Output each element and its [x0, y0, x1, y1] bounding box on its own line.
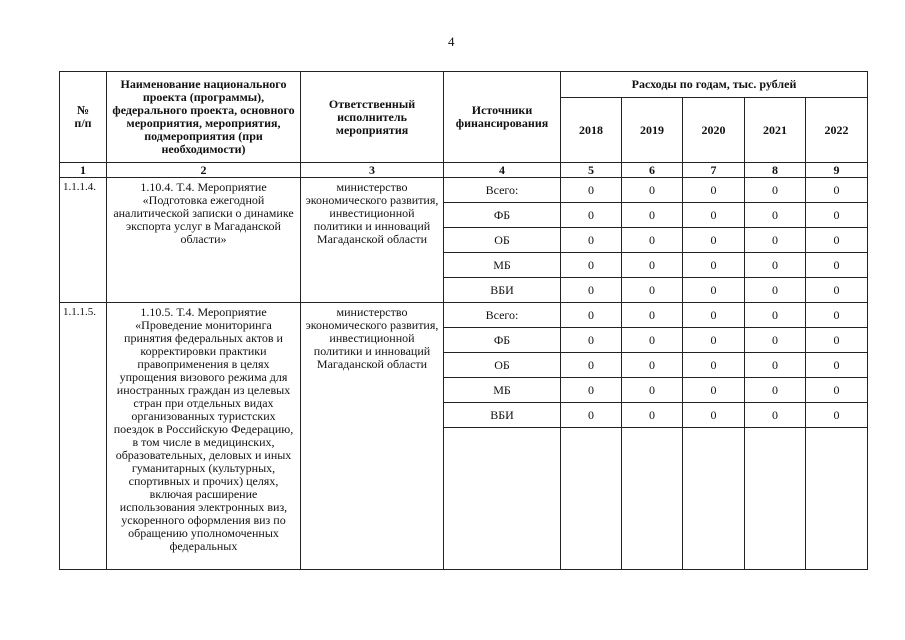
- header-executor: Ответственный исполнитель мероприятия: [301, 72, 444, 163]
- value-cell: 0: [806, 253, 868, 278]
- index-cell: 1: [60, 163, 107, 178]
- value-cell: 0: [745, 203, 806, 228]
- value-cell: 0: [561, 353, 622, 378]
- value-cell: 0: [622, 403, 683, 428]
- value-cell: 0: [622, 203, 683, 228]
- value-cell: 0: [806, 328, 868, 353]
- table-row: [60, 303, 868, 328]
- empty-cell: [683, 428, 745, 570]
- row-executor: министерство экономического развития, инвестиционной политики и инноваций Магаданской области: [301, 303, 444, 570]
- value-cell: 0: [806, 303, 868, 328]
- value-cell: 0: [622, 278, 683, 303]
- row-name: 1.10.5. Т.4. Мероприятие «Проведение мониторинга принятия федеральных актов и корректировки практики правоприменения в целях упрощения визового режима для иностранных граждан из целевых стран при отдельных видах организованных туристских поездок в Российскую Федерацию, в том числе в медицинских, образовательных, деловых и иных гуманитарных (культурных, спортивных и прочих) целях, включая расширение использования электронных виз, ускоренного оформления виз по обращению уполномоченных федеральных: [107, 303, 301, 570]
- header-year-2022: 2022: [806, 98, 868, 163]
- header-expenses: Расходы по годам, тыс. рублей: [561, 72, 868, 98]
- value-cell: 0: [561, 203, 622, 228]
- value-cell: 0: [745, 228, 806, 253]
- column-index-row: [60, 163, 868, 178]
- empty-cell: [622, 428, 683, 570]
- source-cell: Всего:: [444, 178, 561, 203]
- header-year-2021: 2021: [745, 98, 806, 163]
- source-cell: ВБИ: [444, 403, 561, 428]
- source-cell: ФБ: [444, 328, 561, 353]
- expenses-table: [59, 71, 868, 570]
- value-cell: 0: [561, 178, 622, 203]
- value-cell: 0: [561, 403, 622, 428]
- row-code: 1.1.1.5.: [60, 303, 107, 570]
- value-cell: 0: [622, 253, 683, 278]
- value-cell: 0: [745, 328, 806, 353]
- value-cell: 0: [806, 378, 868, 403]
- value-cell: 0: [745, 303, 806, 328]
- value-cell: 0: [745, 178, 806, 203]
- value-cell: 0: [806, 403, 868, 428]
- value-cell: 0: [745, 278, 806, 303]
- value-cell: 0: [683, 253, 745, 278]
- value-cell: 0: [561, 378, 622, 403]
- header-year-2019: 2019: [622, 98, 683, 163]
- value-cell: 0: [622, 178, 683, 203]
- index-cell: 8: [745, 163, 806, 178]
- value-cell: 0: [622, 303, 683, 328]
- value-cell: 0: [806, 203, 868, 228]
- page-number: 4: [448, 34, 455, 49]
- row-code: 1.1.1.4.: [60, 178, 107, 303]
- value-cell: 0: [683, 203, 745, 228]
- empty-cell: [745, 428, 806, 570]
- index-cell: 6: [622, 163, 683, 178]
- header-name: Наименование национального проекта (программы), федерального проекта, основного мероприятия, мероприятия, подмероприятия (при необходимости): [107, 72, 301, 163]
- value-cell: 0: [622, 378, 683, 403]
- value-cell: 0: [806, 178, 868, 203]
- value-cell: 0: [683, 278, 745, 303]
- header-num: № п/п: [60, 72, 107, 163]
- header-year-2018: 2018: [561, 98, 622, 163]
- header-year-2020: 2020: [683, 98, 745, 163]
- value-cell: 0: [683, 403, 745, 428]
- value-cell: 0: [683, 328, 745, 353]
- value-cell: 0: [622, 228, 683, 253]
- row-executor: министерство экономического развития, инвестиционной политики и инноваций Магаданской области: [301, 178, 444, 303]
- value-cell: 0: [561, 328, 622, 353]
- value-cell: 0: [683, 378, 745, 403]
- value-cell: 0: [561, 303, 622, 328]
- source-cell: МБ: [444, 378, 561, 403]
- table-row: [60, 178, 868, 203]
- source-cell: ОБ: [444, 353, 561, 378]
- source-cell: ОБ: [444, 228, 561, 253]
- header-source: Источники финансирования: [444, 72, 561, 163]
- value-cell: 0: [561, 253, 622, 278]
- value-cell: 0: [622, 353, 683, 378]
- source-cell: Всего:: [444, 303, 561, 328]
- value-cell: 0: [622, 328, 683, 353]
- value-cell: 0: [683, 303, 745, 328]
- index-cell: 7: [683, 163, 745, 178]
- index-cell: 4: [444, 163, 561, 178]
- row-name: 1.10.4. Т.4. Мероприятие «Подготовка ежегодной аналитической записки о динамике экспорта услуг в Магаданской области»: [107, 178, 301, 303]
- source-cell: ФБ: [444, 203, 561, 228]
- value-cell: 0: [806, 278, 868, 303]
- index-cell: 2: [107, 163, 301, 178]
- value-cell: 0: [561, 228, 622, 253]
- empty-cell: [561, 428, 622, 570]
- value-cell: 0: [683, 353, 745, 378]
- empty-cell: [444, 428, 561, 570]
- value-cell: 0: [806, 353, 868, 378]
- source-cell: МБ: [444, 253, 561, 278]
- index-cell: 5: [561, 163, 622, 178]
- value-cell: 0: [561, 278, 622, 303]
- value-cell: 0: [745, 378, 806, 403]
- value-cell: 0: [806, 228, 868, 253]
- value-cell: 0: [745, 253, 806, 278]
- value-cell: 0: [683, 228, 745, 253]
- index-cell: 3: [301, 163, 444, 178]
- value-cell: 0: [745, 403, 806, 428]
- source-cell: ВБИ: [444, 278, 561, 303]
- value-cell: 0: [745, 353, 806, 378]
- value-cell: 0: [683, 178, 745, 203]
- empty-cell: [806, 428, 868, 570]
- index-cell: 9: [806, 163, 868, 178]
